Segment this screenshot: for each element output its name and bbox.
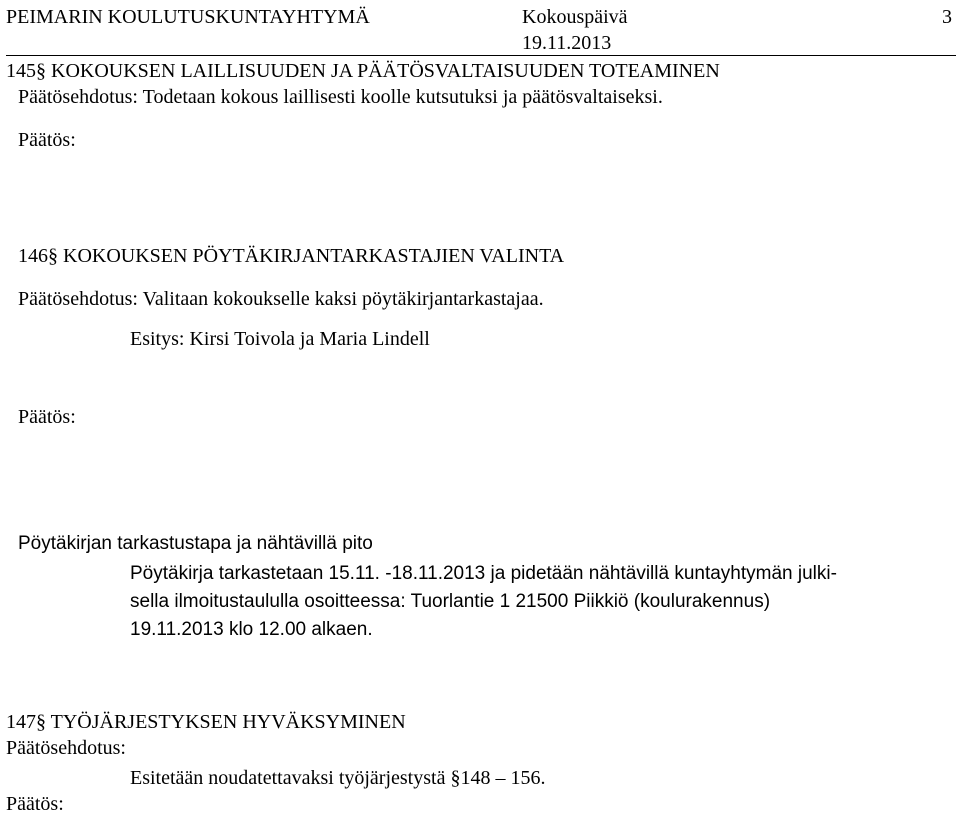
section-145-title: 145§ KOKOUKSEN LAILLISUUDEN JA PÄÄTÖSVALTAISUUDEN TOTEAMINEN — [6, 60, 720, 82]
section-146-title: 146§ KOKOUKSEN PÖYTÄKIRJANTARKASTAJIEN VALINTA — [18, 245, 565, 267]
section-146-decision-label: Päätös: — [18, 406, 76, 428]
header-org: PEIMARIN KOULUTUSKUNTAYHTYMÄ — [6, 6, 370, 28]
review-line-1: Pöytäkirja tarkastetaan 15.11. -18.11.2013 ja pidetään nähtävillä kuntayhtymän julki- — [130, 563, 837, 584]
header-meeting-date: 19.11.2013 — [522, 32, 612, 54]
section-145-proposal: Päätösehdotus: Todetaan kokous laillisesti koolle kutsutuksi ja päätösvaltaiseksi. — [18, 86, 663, 108]
review-line-3: 19.11.2013 klo 12.00 alkaen. — [130, 619, 373, 640]
review-heading: Pöytäkirjan tarkastustapa ja nähtävillä pito — [18, 533, 373, 554]
section-146-proposal: Päätösehdotus: Valitaan kokoukselle kaksi pöytäkirjantarkastajaa. — [18, 288, 544, 310]
header-page-number: 3 — [942, 6, 952, 28]
section-147-proposal-text: Esitetään noudatettavaksi työjärjestystä §148 – 156. — [130, 767, 546, 789]
section-147-proposal-label: Päätösehdotus: — [6, 737, 126, 759]
section-147-title: 147§ TYÖJÄRJESTYKSEN HYVÄKSYMINEN — [6, 711, 406, 733]
section-145-decision-label: Päätös: — [18, 129, 76, 151]
header-meeting-label: Kokouspäivä — [522, 6, 628, 28]
header-rule — [6, 55, 956, 56]
section-146-motion: Esitys: Kirsi Toivola ja Maria Lindell — [130, 328, 430, 350]
review-line-2: sella ilmoitustaululla osoitteessa: Tuorlantie 1 21500 Piikkiö (koulurakennus) — [130, 591, 771, 612]
section-147-decision-label: Päätös: — [6, 793, 64, 815]
